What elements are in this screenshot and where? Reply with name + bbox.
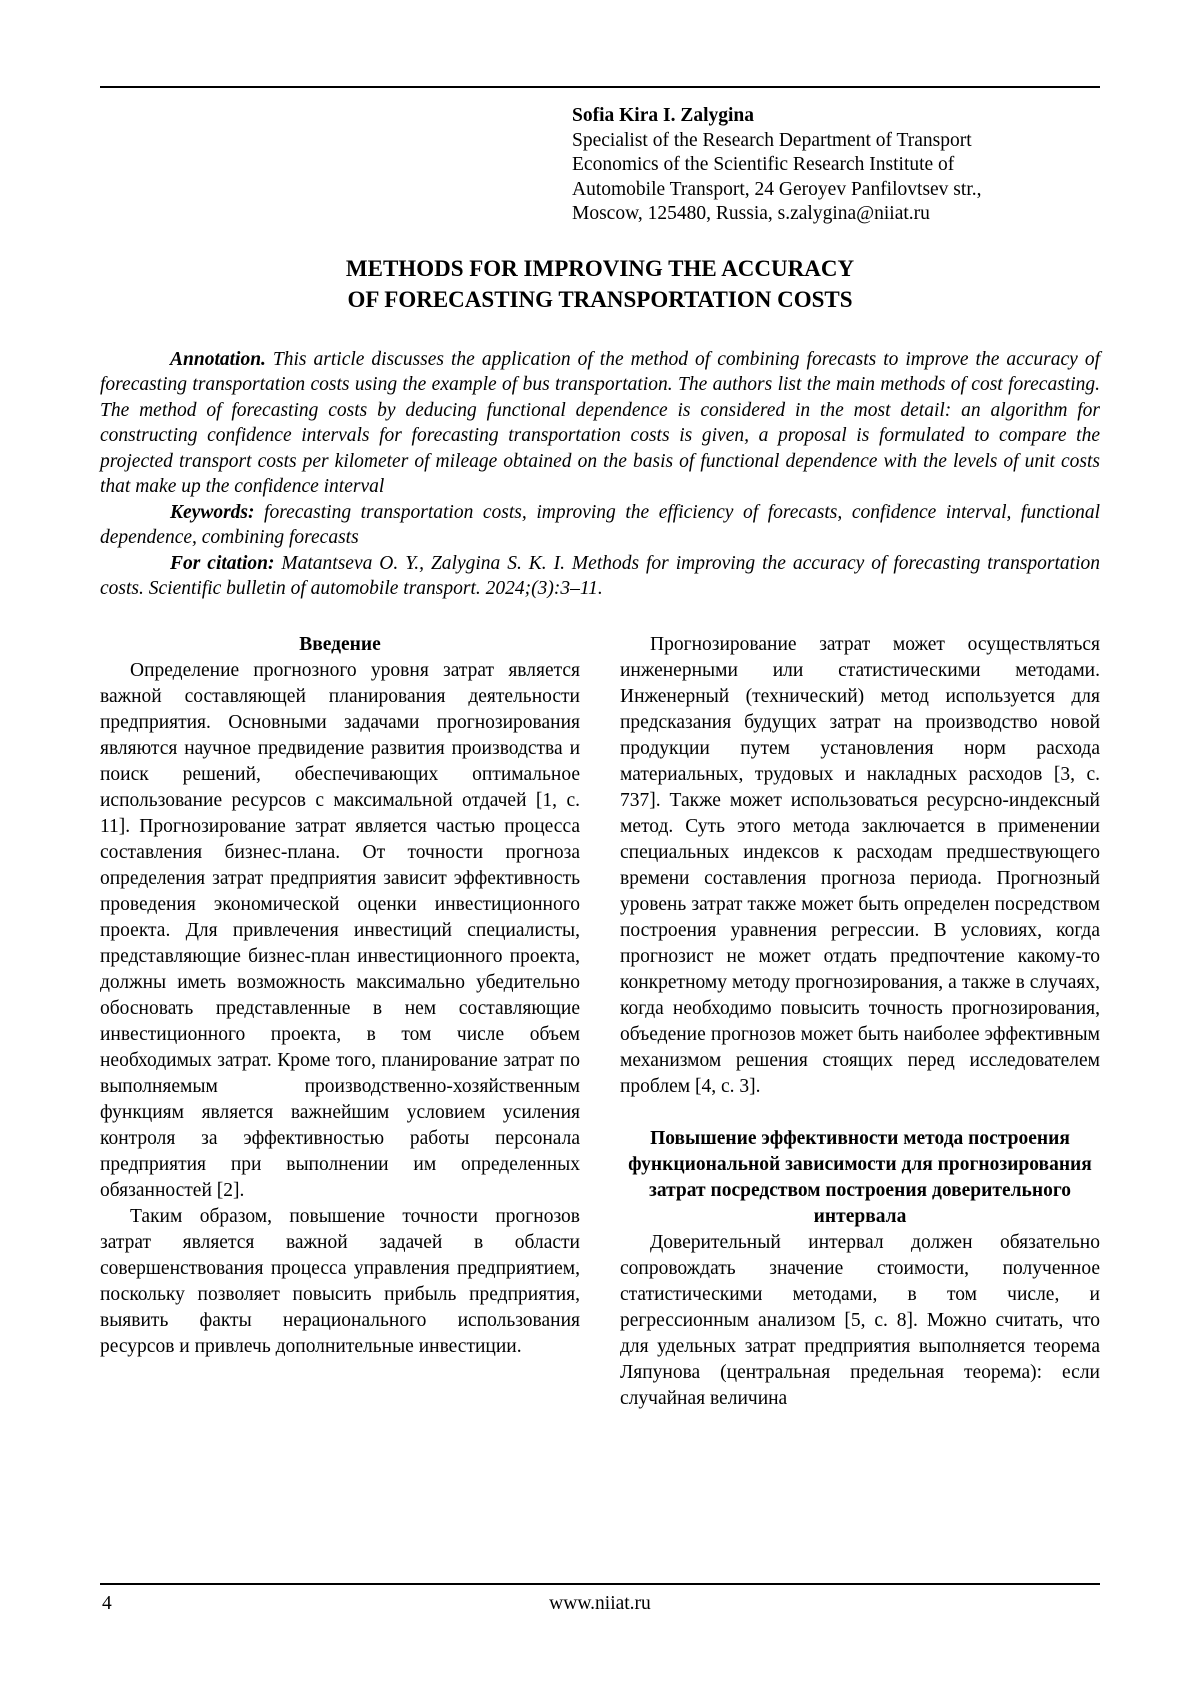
two-column-body [100,632,1100,1412]
body-paragraph: Доверительный интервал должен обязательно сопровождать значение стоимости, полученное статистическими методами, в том числе, и регрессионным анализом [5, с. 8]. Можно считать, что для удельных затрат предприятия выполняется теорема Ляпунова (центральная предельная теорема): если случайная величина [620,1231,1100,1409]
body-paragraph: Прогнозирование затрат может осуществляться инженерными или статистическими методами. Инженерный (технический) метод используется для предсказания будущих затрат на производство новой продукции путем установления норм расхода материальных, трудовых и накладных расходов [3, с. 737]. Также может использоваться ресурсно-индексный метод. Суть этого метода заключается в применении специальных индексов к расходам предшествующего времени составления прогноза периода. Прогнозный уровень затрат также может быть определен посредством построения уравнения регрессии. В условиях, когда прогнозист не может отдать предпочтение какому-то конкретному методу прогнозирования, а также в случаях, когда необходимо повысить точность прогнозирования, объедение прогнозов может быть наиболее эффективным механизмом решения стоящих перед исследователем проблем [4, с. 3]. [620,633,1100,1097]
page-footer [100,1583,1100,1615]
paper-page [100,0,1100,1412]
left-column [100,632,580,1412]
keywords-text: forecasting transportation costs, improving the efficiency of forecasts, confidence interval, functional dependence, combining forecasts [100,501,1100,548]
body-paragraph: Определение прогнозного уровня затрат является важной составляющей планирования деятельности предприятия. Основными задачами прогнозирования являются научное предвидение развития производства и поиск решений, обеспечивающих оптимальное использование ресурсов с максимальной отдачей [1, с. 11]. Прогнозирование затрат является частью процесса составления бизнес-плана. От точности прогноза определения затрат предприятия зависит эффективность проведения экономической оценки инвестиционного проекта. Для привлечения инвестиций специалисты, представляющие бизнес-план инвестиционного проекта, должны иметь возможность максимально убедительно обосновать представленные в нем составляющие инвестиционного проекта, в том числе объем необходимых затрат. Кроме того, планирование затрат по выполняемым производственно-хозяйственным функциям является важнейшим условием усиления контроля за эффективностью работы персонала предприятия при выполнении им определенных обязанностей [2]. [100,659,580,1201]
annotation-label: Annotation. [170,348,266,370]
author-affiliation-line-2: Economics of the Scientific Research Institute of [572,154,955,175]
section-heading-method: Повышение эффективности метода построения функциональной зависимости для прогнозирования затрат посредством построения доверительного интервала [628,1127,1092,1227]
annotation-text: This article discusses the application of the method of combining forecasts to improve the accuracy of forecasting transportation costs using the example of bus transportation. The authors list the main methods of cost forecasting. The method of forecasting costs by deducing functional dependence is considered in the most detail: an algorithm for constructing confidence intervals for forecasting transportation costs is given, a proposal is formulated to compare the projected transport costs per kilometer of mileage obtained on the basis of functional dependence with the levels of unit costs that make up the confidence interval [100,348,1100,497]
annotation-paragraph [100,347,1100,500]
citation-paragraph [100,551,1100,602]
keywords-paragraph [100,500,1100,551]
citation-label: For citation: [170,552,275,574]
author-affiliation-line-3: Automobile Transport, 24 Geroyev Panfilovtsev str., [572,178,982,200]
footer-site: www.niiat.ru [549,1593,651,1614]
author-affiliation-line-1: Specialist of the Research Department of Transport [572,129,972,151]
body-paragraph: Таким образом, повышение точности прогнозов затрат является важной задачей в области совершенствования процесса управления предприятием, поскольку позволяет повысить прибыль предприятия, выявить факты нерационального использования ресурсов и привлечь дополнительные инвестиции. [100,1205,580,1357]
page-number: 4 [102,1593,112,1614]
author-affiliation-line-4: Moscow, 125480, Russia, s.zalygina@niiat.ru [572,203,930,224]
paper-title-line-1: METHODS FOR IMPROVING THE ACCURACY [345,255,855,281]
author-name: Sofia Kira I. Zalygina [572,105,755,126]
header-rule [100,86,1100,88]
author-block [572,104,1100,227]
paper-title [100,253,1100,315]
section-heading-introduction: Введение [299,633,381,655]
paper-title-line-2: OF FORECASTING TRANSPORTATION COSTS [347,286,853,312]
right-column [620,632,1100,1412]
keywords-label: Keywords: [170,501,255,523]
abstract-block [100,347,1100,602]
citation-text: Matantseva O. Y., Zalygina S. K. I. Methods for improving the accuracy of forecasting transportation costs. Scientific bulletin of automobile transport. 2024;(3):3–11. [100,552,1100,599]
